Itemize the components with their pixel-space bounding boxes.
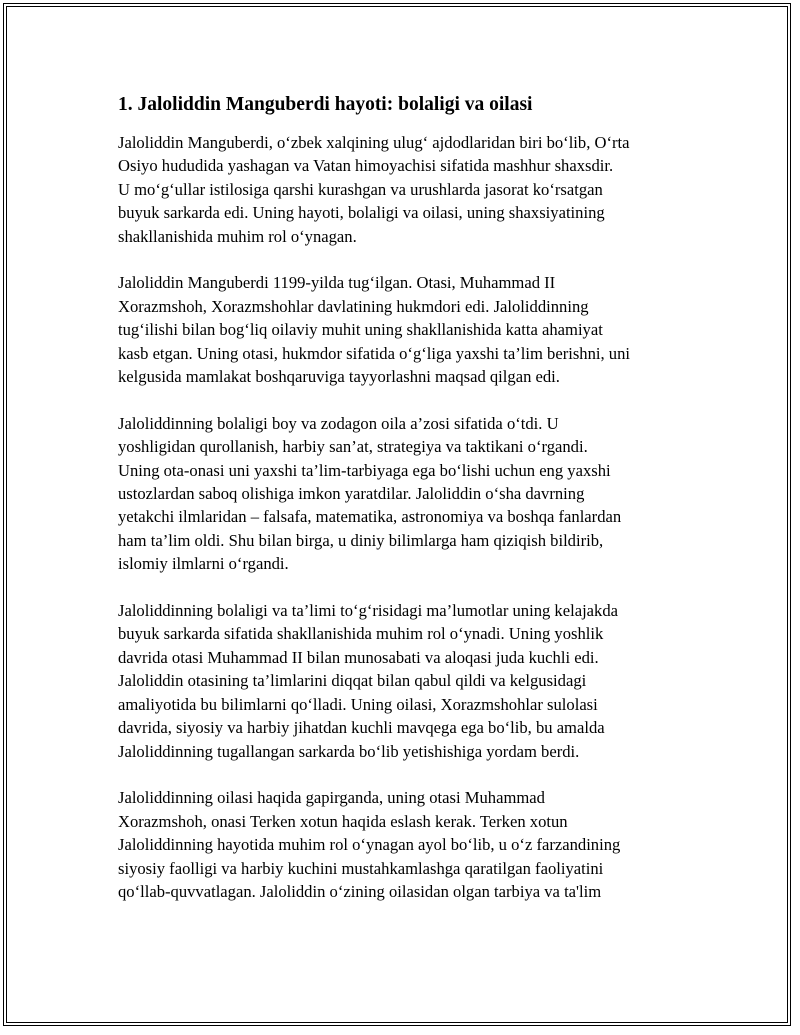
paragraph xyxy=(118,786,698,903)
text-line: Xorazmshoh, onasi Terken xotun haqida eslash kerak. Terken xotun xyxy=(118,811,568,831)
paragraph xyxy=(118,271,698,388)
text-line: Jaloliddin Manguberdi 1199-yilda tug‘ilgan. Otasi, Muhammad II xyxy=(118,273,556,293)
text-line: Jaloliddin Manguberdi, o‘zbek xalqining ulug‘ ajdodlaridan biri bo‘lib, O‘rta xyxy=(118,133,630,152)
text-line: shakllanishida muhim rol o‘ynagan. xyxy=(118,226,357,246)
text-line: ustozlardan saboq olishiga imkon yaratdilar. Jaloliddin o‘sha davrning xyxy=(118,484,585,504)
text-line: amaliyotida bu bilimlarni qo‘lladi. Uning oilasi, Xorazmshohlar sulolasi xyxy=(118,694,598,714)
text-line: islomiy ilmlarni o‘rgandi. xyxy=(118,554,289,574)
text-line: Osiyo hududida yashagan va Vatan himoyachisi sifatida mashhur shaxsdir. xyxy=(118,156,614,176)
paragraph xyxy=(118,131,698,248)
text-line: kelgusida mamlakat boshqaruviga tayyorlashni maqsad qilgan edi. xyxy=(118,367,560,387)
text-line: Jaloliddinning bolaligi va ta’limi to‘g‘risidagi ma’lumotlar uning kelajakda xyxy=(118,601,619,621)
text-line: buyuk sarkarda edi. Uning hayoti, bolaligi va oilasi, uning shaxsiyatining xyxy=(118,203,605,223)
text-line: yoshligidan qurollanish, harbiy san’at, strategiya va taktikani o‘rgandi. xyxy=(118,437,588,457)
text-line: Uning ota-onasi uni yaxshi ta’lim-tarbiyaga ega bo‘lishi uchun eng yaxshi xyxy=(118,460,611,480)
paragraph-container xyxy=(118,131,698,903)
text-line: kasb etgan. Uning otasi, hukmdor sifatida o‘g‘liga yaxshi ta’lim berishni, uni xyxy=(118,343,631,363)
text-line: Xorazmshoh, Xorazmshohlar davlatining hukmdori edi. Jaloliddinning xyxy=(118,296,589,316)
text-line: davrida, siyosiy va harbiy jihatdan kuchli mavqega ega bo‘lib, bu amalda xyxy=(118,718,605,738)
text-line: Jaloliddinning bolaligi boy va zodagon oila a’zosi sifatida o‘tdi. U xyxy=(118,413,559,433)
text-line: Jaloliddinning tugallangan sarkarda bo‘lib yetishishiga yordam berdi. xyxy=(118,741,580,761)
text-line: U mo‘g‘ullar istilosiga qarshi kurashgan va urushlarda jasorat ko‘rsatgan xyxy=(118,179,603,199)
text-line: ham ta’lim oldi. Shu bilan birga, u diniy bilimlarga ham qiziqish bildirib, xyxy=(118,530,604,550)
text-line: davrida otasi Muhammad II bilan munosabati va aloqasi juda kuchli edi. xyxy=(118,647,599,667)
text-line: Jaloliddin otasining ta’limlarini diqqat bilan qabul qildi va kelgusidagi xyxy=(118,671,587,691)
text-line: Jaloliddinning oilasi haqida gapirganda, uning otasi Muhammad xyxy=(118,788,545,808)
text-line: buyuk sarkarda sifatida shakllanishida muhim rol o‘ynadi. Uning yoshlik xyxy=(118,624,604,644)
paragraph xyxy=(118,599,698,763)
text-line: yetakchi ilmlaridan – falsafa, matematika, astronomiya va boshqa fanlardan xyxy=(118,507,622,527)
section-heading: 1. Jaloliddin Manguberdi hayoti: bolaligi va oilasi xyxy=(118,94,533,115)
document-body xyxy=(118,92,698,927)
paragraph xyxy=(118,412,698,576)
text-line: qo‘llab-quvvatlagan. Jaloliddin o‘zining oilasidan olgan tarbiya va ta'lim xyxy=(118,881,602,901)
text-line: Jaloliddinning hayotida muhim rol o‘ynagan ayol bo‘lib, u o‘z farzandining xyxy=(118,835,621,855)
text-line: siyosiy faolligi va harbiy kuchini mustahkamlashga qaratilgan faoliyatini xyxy=(118,858,604,878)
text-line: tug‘ilishi bilan bog‘liq oilaviy muhit uning shakllanishida katta ahamiyat xyxy=(118,320,603,340)
